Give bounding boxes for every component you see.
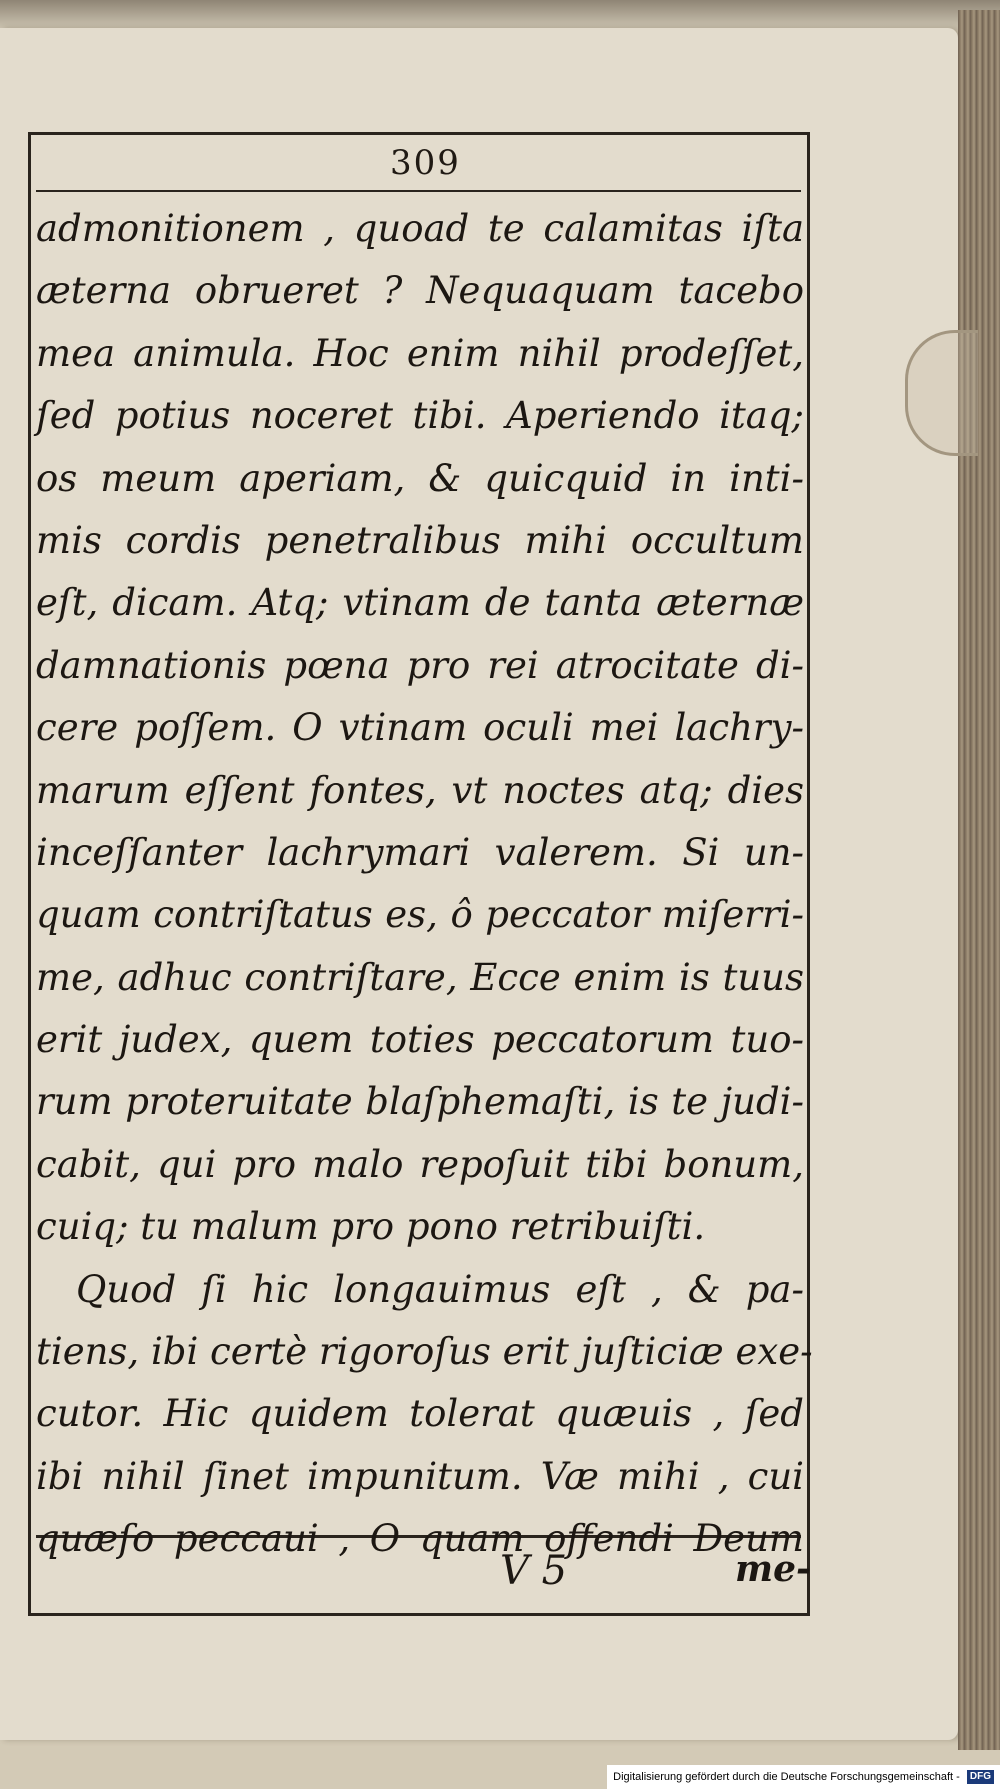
body-text	[36, 198, 813, 1571]
text-line: quæſo peccaui , O quam offendi Deum	[36, 1517, 804, 1561]
frame-top-rule	[28, 132, 810, 135]
digitization-credit	[607, 1765, 1000, 1789]
text-line: mea animula. Hoc enim nihil prodeſſet,	[36, 331, 804, 375]
top-shadow	[0, 0, 1000, 30]
dfg-logo: DFG	[967, 1770, 994, 1784]
text-line: damnationis pœna pro rei atrocitate di-	[36, 643, 804, 687]
text-line: quam contriſtatus es, ô peccator miſerri-	[36, 893, 804, 937]
frame-bottom-rule	[28, 1613, 810, 1616]
text-line: ibi nihil ſinet impunitum. Væ mihi , cui	[36, 1454, 804, 1498]
text-line: rum proteruitate blaſphemaſti, is te judi-	[36, 1080, 804, 1124]
text-line: cuiq; tu malum pro pono retribuiſti.	[36, 1205, 706, 1249]
text-line: marum eſſent fontes, vt noctes atq; dies	[36, 768, 804, 812]
text-line: erit judex, quem toties peccatorum tuo-	[36, 1018, 804, 1062]
text-line: os meum aperiam, & quicquid in inti-	[36, 456, 804, 500]
signature-mark: V 5	[500, 1548, 568, 1594]
text-line: cabit, qui pro malo repoſuit tibi bonum,	[36, 1142, 804, 1186]
text-line: inceſſanter lachrymari valerem. Si un-	[36, 830, 804, 874]
text-line: cutor. Hic quidem tolerat quæuis , ſed	[36, 1392, 804, 1436]
catchword: me-	[735, 1548, 811, 1590]
credit-text: Digitalisierung gefördert durch die Deutsche Forschungsgemeinschaft -	[613, 1771, 960, 1783]
text-line: æterna obrueret ? Nequaquam tacebo	[36, 269, 804, 313]
text-line: tiens, ibi certè rigoroſus erit juſticiæ exe-	[36, 1330, 813, 1374]
text-line: me, adhuc contriſtare, Ecce enim is tuus	[36, 955, 804, 999]
header-rule	[36, 190, 801, 192]
text-line-paragraph-start: Quod ſi hic longauimus eſt , & pa-	[76, 1267, 804, 1311]
page-clip	[905, 330, 978, 456]
page-number: 309	[390, 143, 461, 183]
page-edges	[958, 10, 1000, 1750]
text-line: mis cordis penetralibus mihi occultum	[36, 518, 804, 562]
text-line: ſed potius noceret tibi. Aperiendo itaq;	[36, 394, 804, 438]
text-line: cere poſſem. O vtinam oculi mei lachry-	[36, 706, 804, 750]
text-line: admonitionem , quoad te calamitas iſta	[36, 207, 804, 250]
text-line: eſt, dicam. Atq; vtinam de tanta æternæ	[36, 581, 804, 625]
